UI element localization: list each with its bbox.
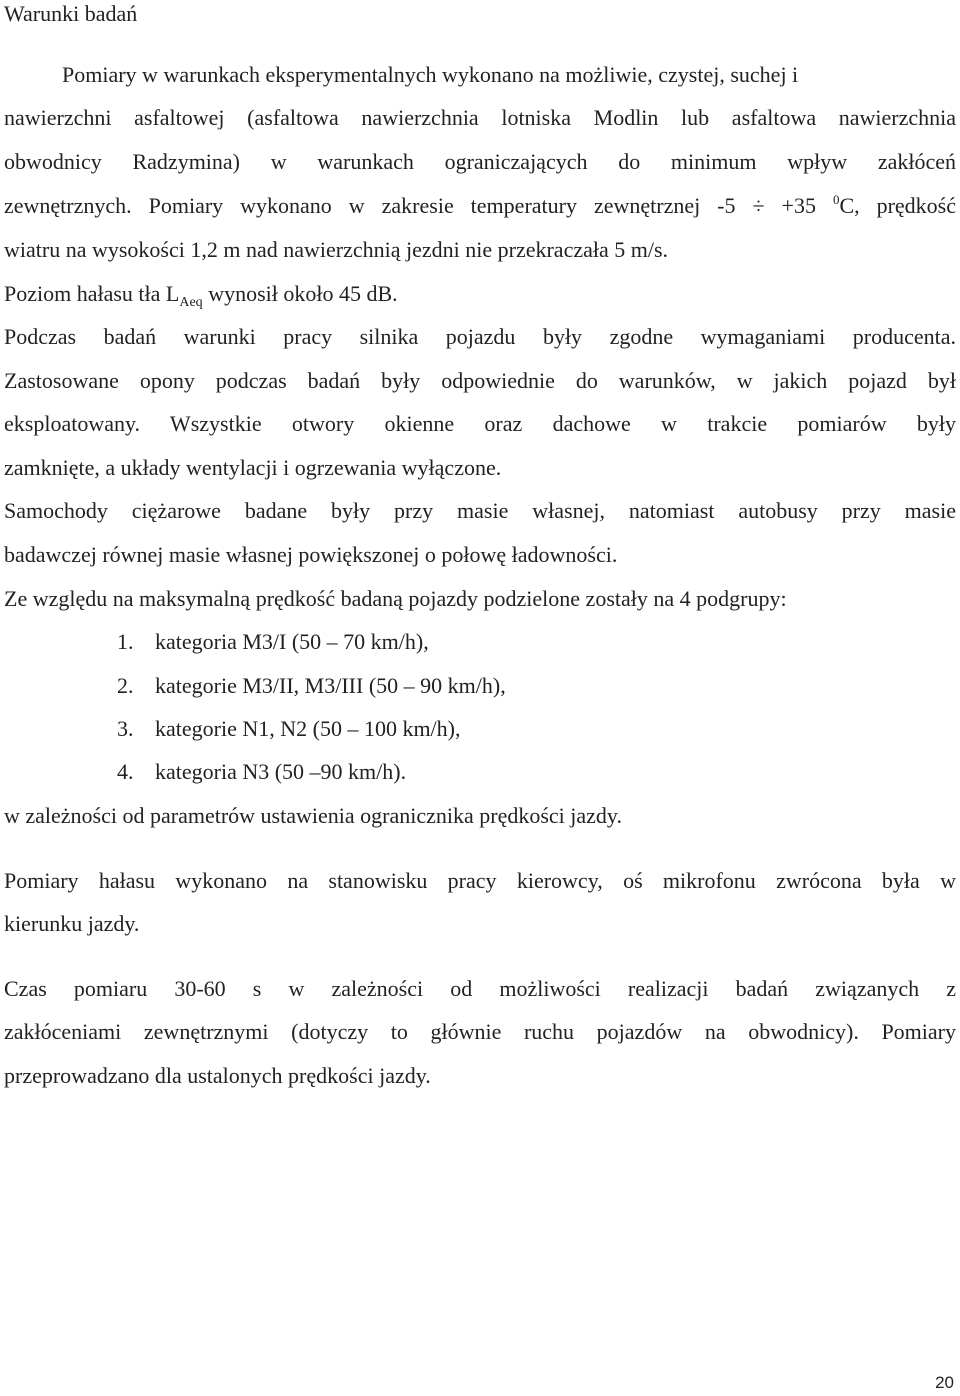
paragraph-9-line-2: zakłóceniami zewnętrznymi (dotyczy to głównie ruchu pojazdów na obwodnicy). Pomiary	[4, 1019, 956, 1044]
paragraph-8-line-1: Pomiary hałasu wykonano na stanowisku pracy kierowcy, oś mikrofonu zwrócona była w	[4, 868, 956, 893]
page-number: 20	[935, 1373, 954, 1392]
list-number: 4.	[117, 759, 134, 784]
paragraph-1-line-4	[4, 192, 956, 220]
paragraph-7: w zależności od parametrów ustawienia ogranicznika prędkości jazdy.	[4, 803, 622, 828]
paragraph-2	[4, 280, 398, 308]
paragraph-3: Podczas badań warunki pracy silnika pojazdu były zgodne wymaganiami producenta.	[4, 324, 956, 349]
section-heading: Warunki badań	[4, 1, 138, 26]
paragraph-9-line-1: Czas pomiaru 30-60 s w zależności od możliwości realizacji badań związanych z	[4, 976, 956, 1001]
paragraph-2-text-end: wynosił około 45 dB.	[202, 281, 398, 306]
list-number: 1.	[117, 629, 134, 654]
paragraph-4-line-2: eksploatowany. Wszystkie otwory okienne oraz dachowe w trakcie pomiarów były	[4, 411, 956, 436]
paragraph-2-text: Poziom hałasu tła L	[4, 281, 180, 306]
paragraph-9-line-3: przeprowadzano dla ustalonych prędkości jazdy.	[4, 1063, 431, 1088]
list-item	[117, 758, 406, 786]
list-item	[117, 715, 461, 743]
paragraph-1-line-4-text: zewnętrznych. Pomiary wykonano w zakresie temperatury zewnętrznej -5 ÷ +35	[4, 193, 833, 218]
paragraph-1-line-2: nawierzchni asfaltowej (asfaltowa nawierzchnia lotniska Modlin lub asfaltowa nawierzchnia	[4, 105, 956, 130]
list-text: kategoria N3 (50 –90 km/h).	[155, 759, 407, 784]
paragraph-1-line-1: Pomiary w warunkach eksperymentalnych wykonano na możliwie, czystej, suchej i	[62, 62, 799, 87]
paragraph-4-line-3: zamknięte, a układy wentylacji i ogrzewania wyłączone.	[4, 455, 502, 480]
list-number: 3.	[117, 716, 134, 741]
paragraph-8-line-2: kierunku jazdy.	[4, 911, 140, 936]
list-text: kategorie N1, N2 (50 – 100 km/h),	[155, 716, 461, 741]
paragraph-1-line-3: obwodnicy Radzymina) w warunkach ograniczających do minimum wpływ zakłóceń	[4, 149, 956, 174]
paragraph-1-line-5: wiatru na wysokości 1,2 m nad nawierzchnią jezdni nie przekraczała 5 m/s.	[4, 237, 669, 262]
paragraph-5-line-2: badawczej równej masie własnej powiększonej o połowę ładowności.	[4, 542, 618, 567]
degree-superscript: 0	[832, 192, 840, 207]
list-text: kategorie M3/II, M3/III (50 – 90 km/h),	[155, 673, 506, 698]
list-item	[117, 672, 506, 700]
list-item	[117, 628, 429, 656]
paragraph-5-line-1: Samochody ciężarowe badane były przy masie własnej, natomiast autobusy przy masie	[4, 498, 956, 523]
list-number: 2.	[117, 673, 134, 698]
paragraph-6: Ze względu na maksymalną prędkość badaną pojazdy podzielone zostały na 4 podgrupy:	[4, 586, 787, 611]
laeq-subscript: Aeq	[179, 295, 203, 310]
paragraph-4-line-1: Zastosowane opony podczas badań były odpowiednie do warunków, w jakich pojazd był	[4, 368, 956, 393]
paragraph-1-line-4-text-end: C, prędkość	[839, 193, 957, 218]
list-text: kategoria M3/I (50 – 70 km/h),	[155, 629, 429, 654]
